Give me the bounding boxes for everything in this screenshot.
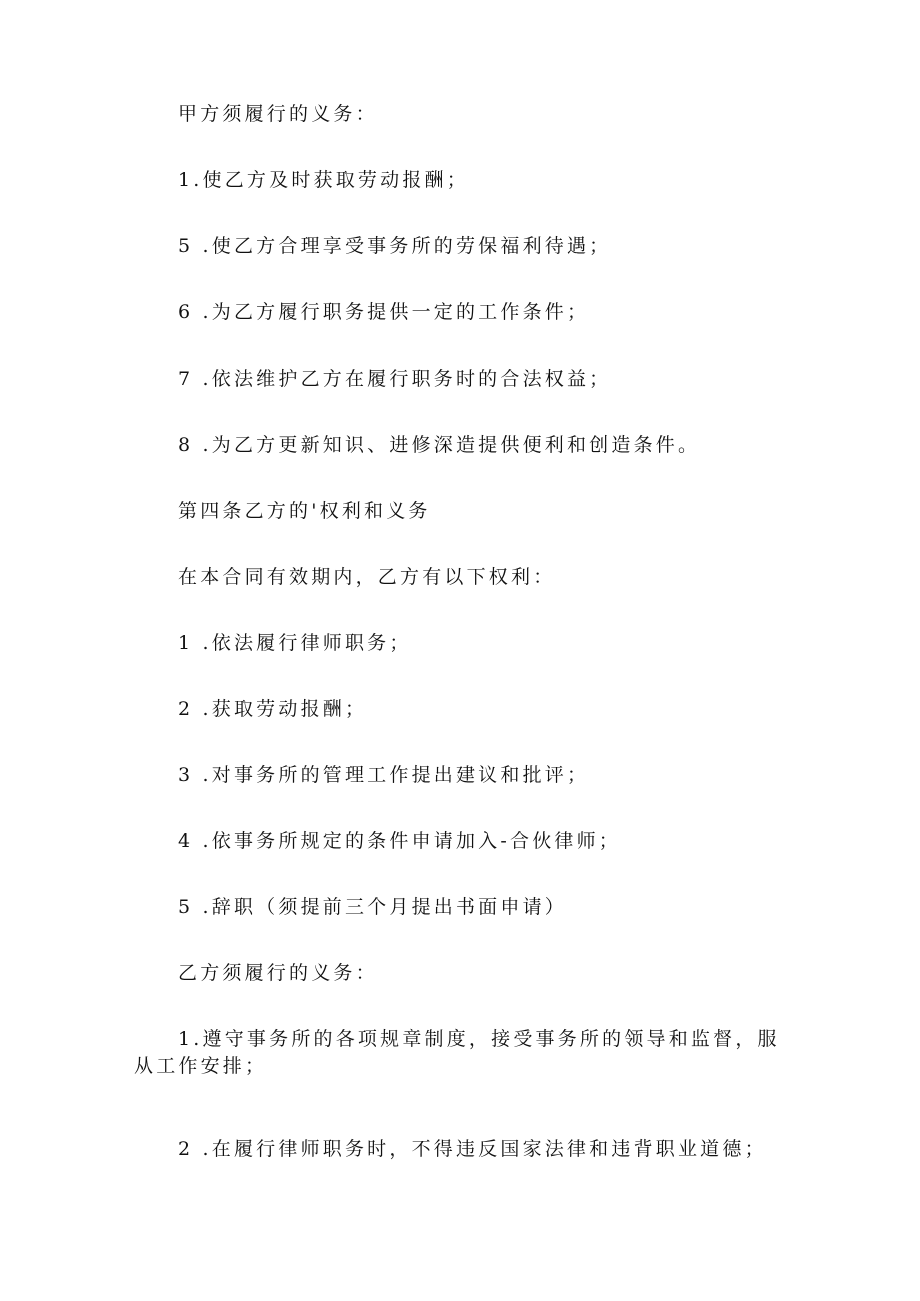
paragraph-party-a-item-8: 8 .为乙方更新知识、进修深造提供便利和创造条件。 — [178, 434, 701, 456]
paragraph-party-b-right-3: 3 .对事务所的管理工作提出建议和批评； — [178, 764, 590, 786]
paragraph-party-b-obligation-2: 2 .在履行律师职务时，不得违反国家法律和违背职业道德； — [178, 1138, 767, 1160]
paragraph-party-a-item-7: 7 .依法维护乙方在履行职务时的合法权益； — [178, 368, 612, 390]
paragraph-party-a-item-5: 5 .使乙方合理享受事务所的劳保福利待遇； — [178, 235, 612, 257]
section-heading-article-4: 第四条乙方的'权利和义务 — [178, 500, 431, 522]
paragraph-party-b-right-2: 2 .获取劳动报酬； — [178, 698, 368, 720]
paragraph-party-b-rights-intro: 在本合同有效期内，乙方有以下权利： — [178, 566, 556, 588]
paragraph-party-b-right-5: 5 .辞职（须提前三个月提出书面申请） — [178, 896, 567, 918]
paragraph-party-b-obligation-1: 1.遵守事务所的各项规章制度，接受事务所的领导和监督，服从工作安排； — [134, 1028, 780, 1077]
paragraph-party-a-item-1: 1.使乙方及时获取劳动报酬； — [178, 169, 469, 191]
paragraph-party-a-obligations-heading: 甲方须履行的义务： — [178, 103, 378, 125]
paragraph-party-a-item-6: 6 .为乙方履行职务提供一定的工作条件； — [178, 301, 590, 323]
paragraph-party-b-right-1: 1 .依法履行律师职务； — [178, 632, 412, 654]
paragraph-party-b-obligations-heading: 乙方须履行的义务： — [178, 962, 378, 984]
paragraph-party-b-right-4: 4 .依事务所规定的条件申请加入-合伙律师； — [178, 830, 621, 852]
